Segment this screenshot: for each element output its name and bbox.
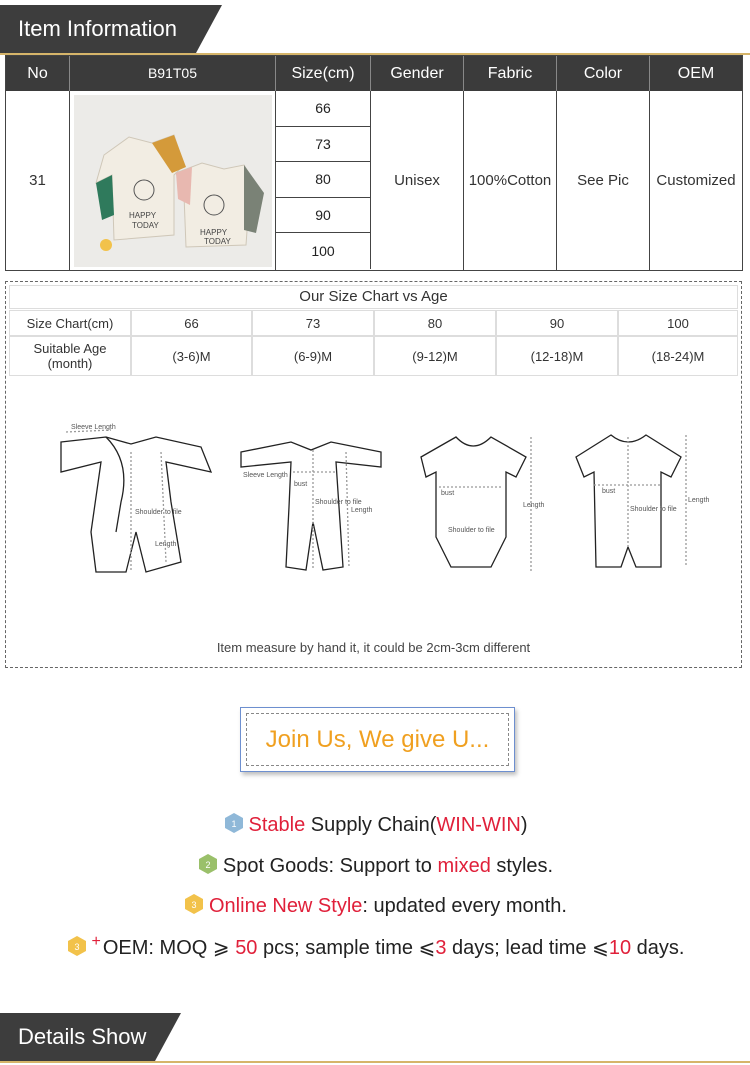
oem-lead-days: 10	[608, 937, 632, 959]
details-header-slant	[155, 1013, 181, 1061]
col-size: Size(cm)	[276, 56, 371, 91]
chart-size-80: 80	[374, 310, 496, 336]
diagram-wrap-romper	[51, 422, 221, 577]
size-90: 90	[276, 198, 371, 234]
label-bust-2: bust	[294, 481, 308, 488]
label-length-1: Length	[155, 541, 177, 548]
size-80: 80	[276, 162, 371, 198]
product-print-happy: HAPPY	[128, 210, 156, 220]
header-title: Item Information	[0, 5, 196, 53]
color-value: See Pic	[557, 91, 650, 270]
age-9-12: (9-12)M	[374, 336, 496, 376]
svg-text:3: 3	[74, 942, 80, 952]
col-fabric: Fabric	[464, 56, 557, 91]
label-shoulder-1: Shoulder to file	[135, 509, 182, 516]
label-length-3: Length	[523, 502, 545, 509]
label-shoulder-4: Shoulder to file	[630, 506, 677, 513]
item-no: 31	[6, 91, 70, 270]
benefit-4	[0, 933, 750, 960]
badge-4-icon	[66, 935, 88, 957]
label-bust-3: bust	[441, 490, 455, 497]
join-us-label: Join Us, We give U...	[246, 713, 509, 766]
benefit-1-text-2: )	[520, 814, 528, 836]
oem-text-1: OEM: MOQ ⩾	[102, 937, 236, 959]
oem-sample-days: 3	[435, 937, 447, 959]
svg-text:3: 3	[191, 900, 197, 910]
label-length-2: Length	[351, 507, 373, 514]
details-header-rule	[0, 1061, 750, 1063]
size-chart-row-label: Size Chart(cm)	[9, 310, 131, 336]
benefit-2-highlight: mixed	[437, 855, 491, 877]
item-table	[5, 55, 743, 271]
size-chart-box	[5, 281, 742, 668]
age-row-label: Suitable Age (month)	[9, 336, 131, 376]
oem-moq: 50	[235, 937, 258, 959]
svg-text:2: 2	[205, 860, 211, 870]
age-12-18: (12-18)M	[496, 336, 618, 376]
col-gender: Gender	[371, 56, 464, 91]
plus-icon: +	[91, 933, 101, 950]
benefit-1-highlight: Stable	[248, 814, 306, 836]
oem-text-4: days.	[631, 937, 685, 959]
label-shoulder-2: Shoulder to file	[315, 499, 362, 506]
label-length-4: Length	[688, 497, 710, 504]
header-slant	[196, 5, 222, 53]
benefit-2-text-2: styles.	[490, 855, 554, 877]
product-print-today-2: TODAY	[203, 236, 231, 246]
benefit-1	[0, 812, 750, 837]
product-print-happy-2: HAPPY	[199, 227, 227, 237]
benefit-3-text: : updated every month.	[362, 895, 567, 917]
chart-size-66: 66	[131, 310, 252, 336]
benefit-2	[0, 853, 750, 878]
diagram-short-romper	[566, 427, 726, 577]
size-73: 73	[276, 127, 371, 163]
badge-3-icon	[183, 893, 205, 915]
label-sleeve-length-2: Sleeve Length	[243, 472, 288, 479]
benefit-2-text: Spot Goods: Support to	[222, 855, 438, 877]
age-6-9: (6-9)M	[252, 336, 374, 376]
age-18-24: (18-24)M	[618, 336, 738, 376]
col-style: B91T05	[70, 56, 276, 91]
badge-2-icon	[197, 853, 219, 875]
age-3-6: (3-6)M	[131, 336, 252, 376]
benefit-3	[0, 893, 750, 918]
product-image-cell	[70, 91, 276, 270]
label-sleeve-length-1: Sleeve Length	[71, 424, 116, 431]
col-oem: OEM	[650, 56, 742, 91]
product-image	[74, 95, 272, 267]
size-66: 66	[276, 91, 371, 127]
oem-value: Customized	[656, 172, 736, 189]
benefit-3-highlight: Online New Style	[209, 895, 363, 917]
diagram-long-jumpsuit	[231, 432, 391, 577]
oem-text-3: days; lead time ⩽	[446, 937, 609, 959]
chart-size-73: 73	[252, 310, 374, 336]
size-100: 100	[276, 233, 371, 269]
col-no: No	[6, 56, 70, 91]
chart-size-100: 100	[618, 310, 738, 336]
join-us-button[interactable]	[240, 707, 515, 772]
fabric-value: 100%Cotton	[464, 91, 557, 270]
details-header-title: Details Show	[0, 1013, 155, 1061]
product-print-today: TODAY	[131, 220, 159, 230]
badge-1-icon	[223, 812, 245, 834]
label-bust-4: bust	[602, 488, 616, 495]
diagram-bodysuit	[411, 427, 561, 577]
oem-text-2: pcs; sample time ⩽	[257, 937, 436, 959]
svg-text:1: 1	[230, 819, 237, 829]
details-show-header	[0, 1013, 750, 1063]
label-shoulder-3: Shoulder to file	[448, 527, 495, 534]
col-color: Color	[557, 56, 650, 91]
size-chart-title: Our Size Chart vs Age	[9, 285, 738, 309]
item-information-header	[0, 5, 750, 55]
benefit-1-highlight-2: WIN-WIN	[436, 814, 521, 836]
gender-value: Unisex	[371, 91, 464, 270]
benefit-1-text: Supply Chain(	[305, 814, 437, 836]
chart-size-90: 90	[496, 310, 618, 336]
measurement-note: Item measure by hand it, it could be 2cm-3cm different	[216, 640, 531, 655]
